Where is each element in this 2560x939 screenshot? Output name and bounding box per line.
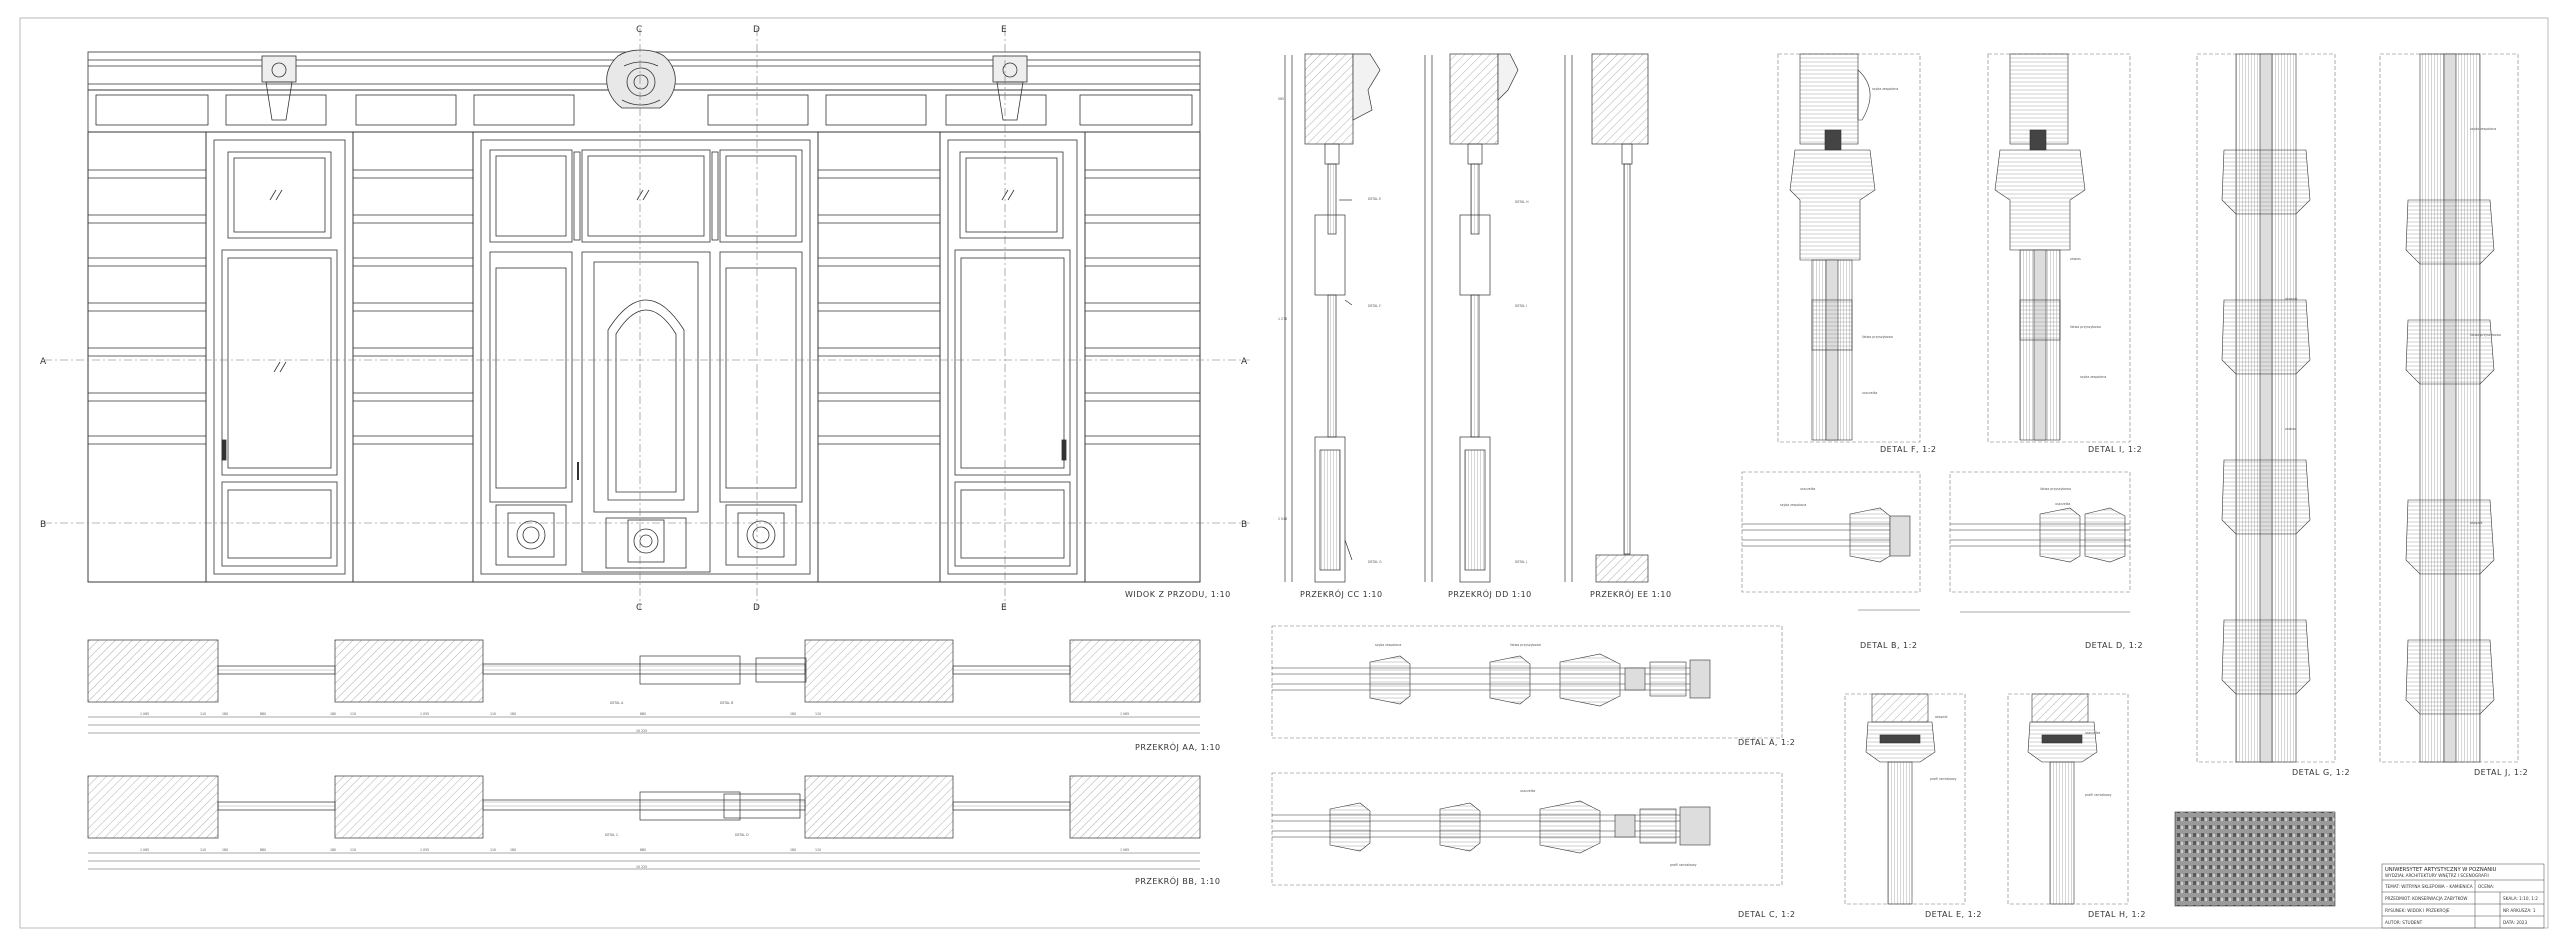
section-mark-d-top: D xyxy=(753,25,760,35)
building-photo xyxy=(2175,812,2335,906)
title-block-school: UNIWERSYTET ARTYSTYCZNY W POZNANIU xyxy=(2385,867,2497,873)
detail-b-drawing xyxy=(1742,472,1920,610)
bb-dim-9: 180 xyxy=(510,848,517,852)
detail-e-note-1: okapnik xyxy=(1935,715,1948,719)
label-section-aa: PRZEKRÓJ AA, 1:10 xyxy=(1135,743,1221,752)
label-section-ee: PRZEKRÓJ EE 1:10 xyxy=(1590,590,1672,599)
aa-dim-7: 1 055 xyxy=(420,712,430,716)
section-mark-c-bottom: C xyxy=(636,603,643,613)
title-block-subject: PRZEDMIOT: KONSERWACJA ZABYTKÓW xyxy=(2385,896,2468,901)
label-detail-h: DETAL H, 1:2 xyxy=(2088,910,2146,919)
callout-detal-g: DETAL G xyxy=(1368,560,1382,564)
label-detail-c: DETAL C, 1:2 xyxy=(1738,910,1796,919)
detail-g-note-2: zawias xyxy=(2285,427,2296,431)
detail-g-note-1: okapnik xyxy=(2285,297,2298,301)
bb-dim-5: 180 xyxy=(330,848,337,852)
title-block-mark: OCENA: xyxy=(2478,884,2495,889)
bb-dim-3: 180 xyxy=(222,848,229,852)
bb-dim-6: 110 xyxy=(350,848,357,852)
cc-dim-2: 1 278 xyxy=(1278,317,1288,321)
aa-dim-total: 10 225 xyxy=(636,729,648,733)
detail-d-note-1: listwa przyszybowa xyxy=(2040,487,2071,491)
console-ornament-right xyxy=(993,56,1027,120)
section-mark-d-bottom: D xyxy=(753,603,760,613)
detail-d-drawing xyxy=(1950,472,2130,612)
section-mark-b-left: B xyxy=(40,520,47,530)
detail-f-note-3: uszczelka xyxy=(1862,391,1878,395)
title-block-scale: SKALA: 1:10, 1:2 xyxy=(2503,896,2538,901)
bb-dim-2: 110 xyxy=(200,848,207,852)
section-cc-drawing xyxy=(1285,54,1380,582)
bb-dim-7: 1 055 xyxy=(420,848,430,852)
detail-c-note-2: profil ramiakowy xyxy=(1670,863,1697,867)
detail-b-note-2: szyba zespolona xyxy=(1780,503,1807,507)
detail-b-note-1: uszczelka xyxy=(1800,487,1816,491)
detail-f-note-1: szyba zespolona xyxy=(1872,87,1899,91)
aa-dim-6: 110 xyxy=(350,712,357,716)
section-dd-drawing xyxy=(1425,54,1518,582)
section-mark-a-right: A xyxy=(1241,357,1248,367)
detail-j-note-3: okapnik xyxy=(2470,521,2483,525)
label-section-cc: PRZEKRÓJ CC 1:10 xyxy=(1300,590,1383,599)
detail-c-note-1: uszczelka xyxy=(1520,789,1536,793)
aa-dim-5: 180 xyxy=(330,712,337,716)
detail-j-note-1: szyba zespolona xyxy=(2470,127,2497,131)
cc-dim-1: 565 xyxy=(1278,97,1285,101)
label-detail-b: DETAL B, 1:2 xyxy=(1860,641,1918,650)
label-detail-g: DETAL G, 1:2 xyxy=(2292,768,2351,777)
title-block-sheet: NR ARKUSZA: 1 xyxy=(2503,908,2536,913)
left-wall-panelling xyxy=(88,132,473,582)
title-block-drawing: RYSUNEK: WIDOK I PRZEKROJE xyxy=(2385,908,2450,913)
callout-detal-i: DETAL I xyxy=(1515,304,1528,308)
aa-dim-1: 1 065 xyxy=(140,712,150,716)
section-mark-c-top: C xyxy=(636,25,643,35)
title-block-author: AUTOR: STUDENT xyxy=(2385,920,2423,925)
aa-dim-8: 110 xyxy=(490,712,497,716)
detail-i-note-3: szyba zespolona xyxy=(2080,375,2107,379)
cc-dim-3: 2 048 xyxy=(1278,517,1288,521)
detail-e-drawing xyxy=(1845,694,1965,904)
detail-d-note-2: uszczelka xyxy=(2055,502,2071,506)
callout-detal-b: DETAL B xyxy=(720,701,734,705)
right-side-door xyxy=(940,132,1085,582)
title-block-date: DATA: 2023 xyxy=(2503,920,2528,925)
section-mark-e-bottom: E xyxy=(1001,603,1007,613)
label-detail-e: DETAL E, 1:2 xyxy=(1925,910,1982,919)
console-ornament-left xyxy=(262,56,296,120)
detail-i-drawing xyxy=(1988,54,2130,442)
detail-h-note-1: uszczelka xyxy=(2085,731,2101,735)
section-mark-a-left: A xyxy=(40,357,47,367)
section-mark-e-top: E xyxy=(1001,25,1007,35)
detail-h-note-2: profil ramiakowy xyxy=(2085,793,2112,797)
callout-detal-a: DETAL A xyxy=(610,701,624,705)
detail-a-note-2: listwa przyszybowa xyxy=(1510,643,1541,647)
callout-detal-e: DETAL E xyxy=(1368,197,1382,201)
detail-i-note-2: listwa przyszybowa xyxy=(2070,325,2101,329)
bb-dim-12: 110 xyxy=(815,848,822,852)
section-bb-drawing xyxy=(88,776,1200,838)
detail-h-drawing xyxy=(2008,694,2128,904)
detail-a-note-1: szyba zespolona xyxy=(1375,643,1402,647)
aa-dim-10: 880 xyxy=(640,712,647,716)
label-detail-a: DETAL A, 1:2 xyxy=(1738,738,1796,747)
label-section-bb: PRZEKRÓJ BB, 1:10 xyxy=(1135,877,1221,886)
detail-f-drawing xyxy=(1778,54,1920,442)
left-side-door xyxy=(206,132,353,582)
label-section-dd: PRZEKRÓJ DD 1:10 xyxy=(1448,590,1532,599)
central-door-group xyxy=(473,132,818,582)
label-detail-i: DETAL I, 1:2 xyxy=(2088,445,2143,454)
front-elevation xyxy=(44,28,1250,610)
detail-f-note-2: listwa przyszybowa xyxy=(1862,335,1893,339)
callout-detal-c: DETAL C xyxy=(605,833,619,837)
label-detail-j: DETAL J, 1:2 xyxy=(2474,768,2529,777)
aa-dim-4: 880 xyxy=(260,712,267,716)
bb-dim-1: 1 065 xyxy=(140,848,150,852)
aa-dim-3: 180 xyxy=(222,712,229,716)
detail-j-drawing xyxy=(2380,54,2518,762)
title-block-faculty: WYDZIAŁ ARCHITEKTURY WNĘTRZ I SCENOGRAFII xyxy=(2385,873,2489,878)
section-mark-b-right: B xyxy=(1241,520,1248,530)
callout-detal-d: DETAL D xyxy=(735,833,749,837)
callout-detal-j: DETAL J xyxy=(1515,560,1528,564)
callout-detal-f: DETAL F xyxy=(1368,304,1381,308)
aa-dim-9: 180 xyxy=(510,712,517,716)
callout-detal-h: DETAL H xyxy=(1515,200,1529,204)
detail-e-note-2: profil ramiakowy xyxy=(1930,777,1957,781)
bb-dim-13: 1 065 xyxy=(1120,848,1130,852)
label-view-front: WIDOK Z PRZODU, 1:10 xyxy=(1125,590,1231,599)
bb-dim-10: 880 xyxy=(640,848,647,852)
aa-dim-2: 110 xyxy=(200,712,207,716)
bb-dim-8: 110 xyxy=(490,848,497,852)
label-detail-f: DETAL F, 1:2 xyxy=(1880,445,1937,454)
detail-g-drawing xyxy=(2197,54,2335,762)
aa-dim-11: 180 xyxy=(790,712,797,716)
right-wall-panelling xyxy=(818,132,1200,582)
section-aa-drawing xyxy=(88,640,1200,702)
aa-dim-13: 1 065 xyxy=(1120,712,1130,716)
title-block-project: TEMAT: WITRYNA SKLEPOWA – KAMIENICA xyxy=(2385,884,2473,889)
section-ee-drawing xyxy=(1565,54,1648,582)
bb-dim-total: 10 225 xyxy=(636,865,648,869)
central-cartouche-ornament xyxy=(607,50,676,108)
detail-i-note-1: zawias xyxy=(2070,257,2081,261)
bb-dim-11: 180 xyxy=(790,848,797,852)
detail-j-note-2: listwa przyszybowa xyxy=(2470,333,2501,337)
label-detail-d: DETAL D, 1:2 xyxy=(2085,641,2144,650)
aa-dim-12: 110 xyxy=(815,712,822,716)
bb-dim-4: 880 xyxy=(260,848,267,852)
